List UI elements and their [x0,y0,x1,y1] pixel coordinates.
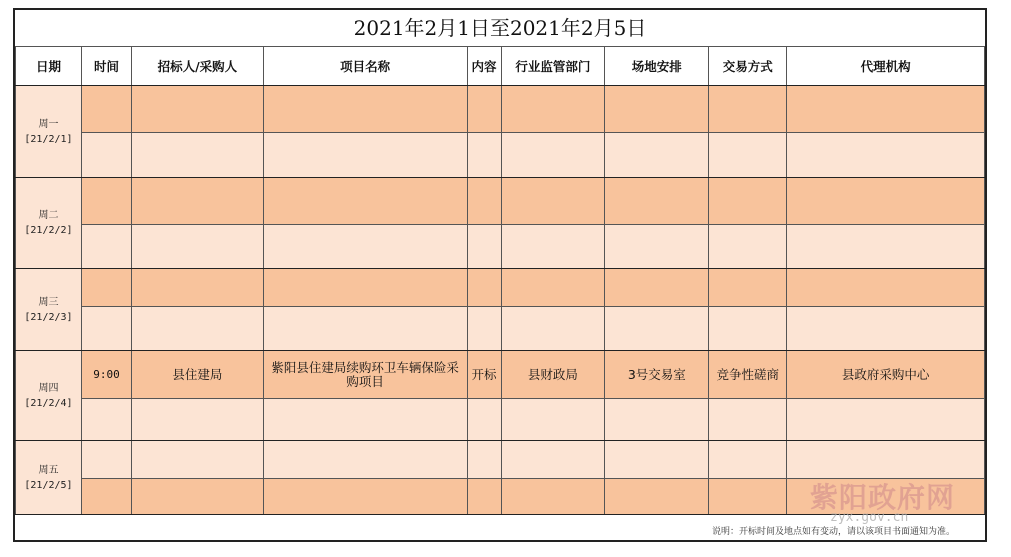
day-cell-thursday [16,351,82,441]
day-cell-monday [16,86,82,178]
date-label: [21/2/2] [24,225,73,236]
weekday-label: 周一 [38,118,59,130]
entry-project: 紫阳县住建局续购环卫车辆保险采购项目 [263,351,467,399]
header-row [16,47,985,86]
header-venue: 场地安排 [605,47,709,86]
header-regulator: 行业监管部门 [501,47,605,86]
date-label: [21/2/1] [24,133,73,145]
table-row [16,133,985,178]
day-cell-friday [16,441,82,515]
date-label: [21/2/4] [24,397,73,409]
watermark-url: zyx.gov.cn [830,510,909,525]
footer-note-text: 说明：开标时间及地点如有变动，请以该项目书面通知为准。 [711,527,955,537]
table-row [16,225,985,269]
entry-regulator: 县财政局 [501,351,605,399]
schedule-title: 2021年2月1日至2021年2月5日 [15,10,985,47]
day-cell-wednesday [16,269,82,351]
entry-purchaser: 县住建局 [131,351,263,399]
header-agency: 代理机构 [787,47,985,86]
table-row [16,351,985,399]
weekday-label: 周五 [38,464,59,476]
date-label: [21/2/3] [24,311,73,323]
table-row [16,441,985,479]
entry-venue: 3号交易室 [605,351,709,399]
table-row [16,178,985,225]
date-label: [21/2/5] [24,479,73,491]
entry-time: 9:00 [81,351,131,399]
header-date: 日期 [16,47,82,86]
table-row [16,269,985,307]
table-row [16,307,985,351]
header-time: 时间 [81,47,131,86]
entry-agency: 县政府采购中心 [787,351,985,399]
table-row [16,399,985,441]
entry-content: 开标 [467,351,501,399]
schedule-table [15,46,985,515]
weekday-label: 周二 [38,210,59,221]
header-project: 项目名称 [263,47,467,86]
watermark-site-name: 紫阳政府网 [810,481,956,514]
header-content: 内容 [467,47,501,86]
day-cell-tuesday [16,178,82,269]
weekday-label: 周三 [38,296,59,308]
header-method: 交易方式 [709,47,787,86]
table-row [16,86,985,133]
header-purchaser: 招标人/采购人 [131,47,263,86]
schedule-sheet [13,8,987,542]
entry-method: 竞争性磋商 [709,351,787,399]
weekday-label: 周四 [38,382,59,394]
